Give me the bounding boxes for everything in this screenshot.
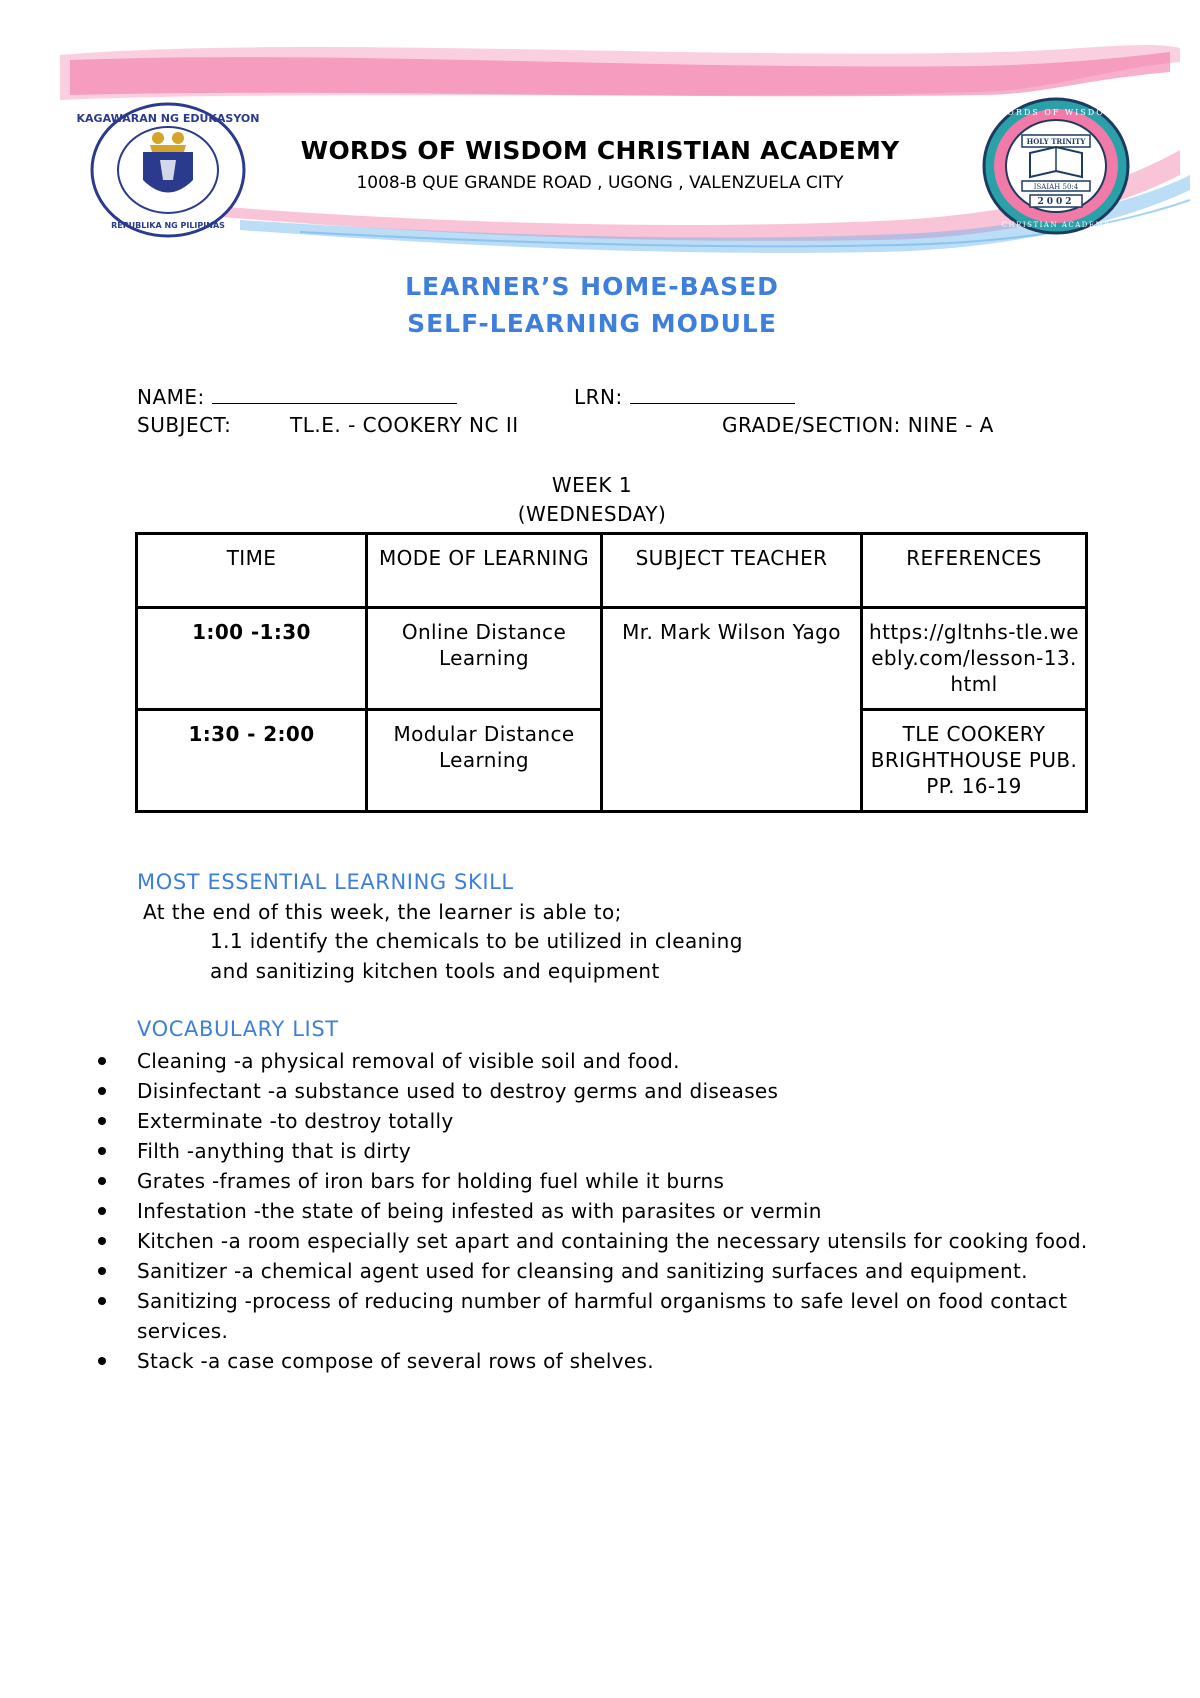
header-references: REFERENCES <box>862 534 1087 608</box>
list-item <box>98 1256 1108 1286</box>
name-label: NAME: <box>137 385 205 409</box>
list-item <box>98 1226 1108 1256</box>
row-reference: TLE COOKERY BRIGHTHOUSE PUB. PP. 16-19 <box>862 710 1087 812</box>
melc-heading: MOST ESSENTIAL LEARNING SKILL <box>137 870 514 894</box>
lrn-blank[interactable] <box>630 383 795 404</box>
list-item <box>98 1076 1108 1106</box>
lrn-label: LRN: <box>574 385 623 409</box>
vocab-text: Sanitizing -process of reducing number of harmful organisms to safe level on food contact services. <box>137 1289 1068 1343</box>
subject-label: SUBJECT: <box>137 413 232 437</box>
row-reference-link[interactable]: https://gltnhs-tle.weebly.com/lesson-13.html <box>862 608 1087 710</box>
list-item <box>98 1046 1108 1076</box>
melc-item-line2: and sanitizing kitchen tools and equipment <box>210 959 660 983</box>
row-teacher: Mr. Mark Wilson Yago <box>602 608 862 812</box>
deped-seal-bottom-text: REPUBLIKA NG PILIPINAS <box>111 221 225 230</box>
deped-seal-icon <box>76 100 260 240</box>
list-item <box>98 1196 1108 1226</box>
header-time: TIME <box>137 534 367 608</box>
bullet-icon <box>98 1117 106 1125</box>
vocabulary-list <box>98 1046 1108 1376</box>
list-item <box>98 1106 1108 1136</box>
bullet-icon <box>98 1357 106 1365</box>
header-teacher: SUBJECT TEACHER <box>602 534 862 608</box>
row-time: 1:30 - 2:00 <box>137 710 367 812</box>
bullet-icon <box>98 1297 106 1305</box>
name-field <box>137 383 457 409</box>
school-seal-year: 2002 <box>1037 197 1075 207</box>
vocab-text: Disinfectant -a substance used to destroy germs and diseases <box>137 1079 779 1103</box>
vocab-text: Filth -anything that is dirty <box>137 1139 411 1163</box>
bullet-icon <box>98 1147 106 1155</box>
melc-item-line1: 1.1 identify the chemicals to be utilized in cleaning <box>210 929 743 953</box>
list-item <box>98 1286 1108 1346</box>
table-header-row <box>137 534 1087 608</box>
school-name: WORDS OF WISDOM CHRISTIAN ACADEMY <box>300 136 900 165</box>
vocabulary-heading: VOCABULARY LIST <box>137 1017 339 1041</box>
schedule-table <box>135 532 1088 813</box>
vocab-text: Stack -a case compose of several rows of shelves. <box>137 1349 654 1373</box>
melc-intro: At the end of this week, the learner is able to; <box>143 900 622 924</box>
vocab-text: Kitchen -a room especially set apart and containing the necessary utensils for cooking food. <box>137 1229 1088 1253</box>
vocab-text: Exterminate -to destroy totally <box>137 1109 454 1133</box>
bullet-icon <box>98 1177 106 1185</box>
bullet-icon <box>98 1237 106 1245</box>
school-seal-inner-top: HOLY TRINITY <box>1026 137 1086 146</box>
week-label: WEEK 1 <box>551 473 633 497</box>
deped-seal-ring-text: KAGAWARAN NG EDUKASYON <box>76 112 260 125</box>
module-title-line1: LEARNER’S HOME-BASED <box>405 272 779 301</box>
day-label: (WEDNESDAY) <box>517 502 667 526</box>
vocab-text: Infestation -the state of being infested as with parasites or vermin <box>137 1199 822 1223</box>
bullet-icon <box>98 1087 106 1095</box>
bullet-icon <box>98 1207 106 1215</box>
vocab-text: Cleaning -a physical removal of visible soil and food. <box>137 1049 680 1073</box>
row-time: 1:00 -1:30 <box>137 608 367 710</box>
lrn-field <box>574 383 795 409</box>
bullet-icon <box>98 1057 106 1065</box>
header-mode: MODE OF LEARNING <box>367 534 602 608</box>
school-seal-ring-text: WORDS OF WISDOM <box>997 108 1115 117</box>
list-item <box>98 1166 1108 1196</box>
school-seal-verse: ISAIAH 50:4 <box>1033 183 1079 191</box>
module-title-line2: SELF-LEARNING MODULE <box>407 309 777 338</box>
school-address: 1008-B QUE GRANDE ROAD , UGONG , VALENZUELA CITY <box>356 173 844 193</box>
grade-section: GRADE/SECTION: NINE - A <box>722 413 994 437</box>
school-seal-bottom-text: CHRISTIAN ACADEMY <box>1001 221 1111 229</box>
list-item <box>98 1136 1108 1166</box>
table-row <box>137 608 1087 710</box>
row-mode: Online Distance Learning <box>367 608 602 710</box>
name-blank[interactable] <box>212 383 457 404</box>
list-item <box>98 1346 1108 1376</box>
subject-value: TL.E. - COOKERY NC II <box>290 413 519 437</box>
vocab-text: Sanitizer -a chemical agent used for cleansing and sanitizing surfaces and equipment. <box>137 1259 1028 1283</box>
school-seal-icon <box>980 95 1132 237</box>
bullet-icon <box>98 1267 106 1275</box>
vocab-text: Grates -frames of iron bars for holding fuel while it burns <box>137 1169 725 1193</box>
row-mode: Modular Distance Learning <box>367 710 602 812</box>
